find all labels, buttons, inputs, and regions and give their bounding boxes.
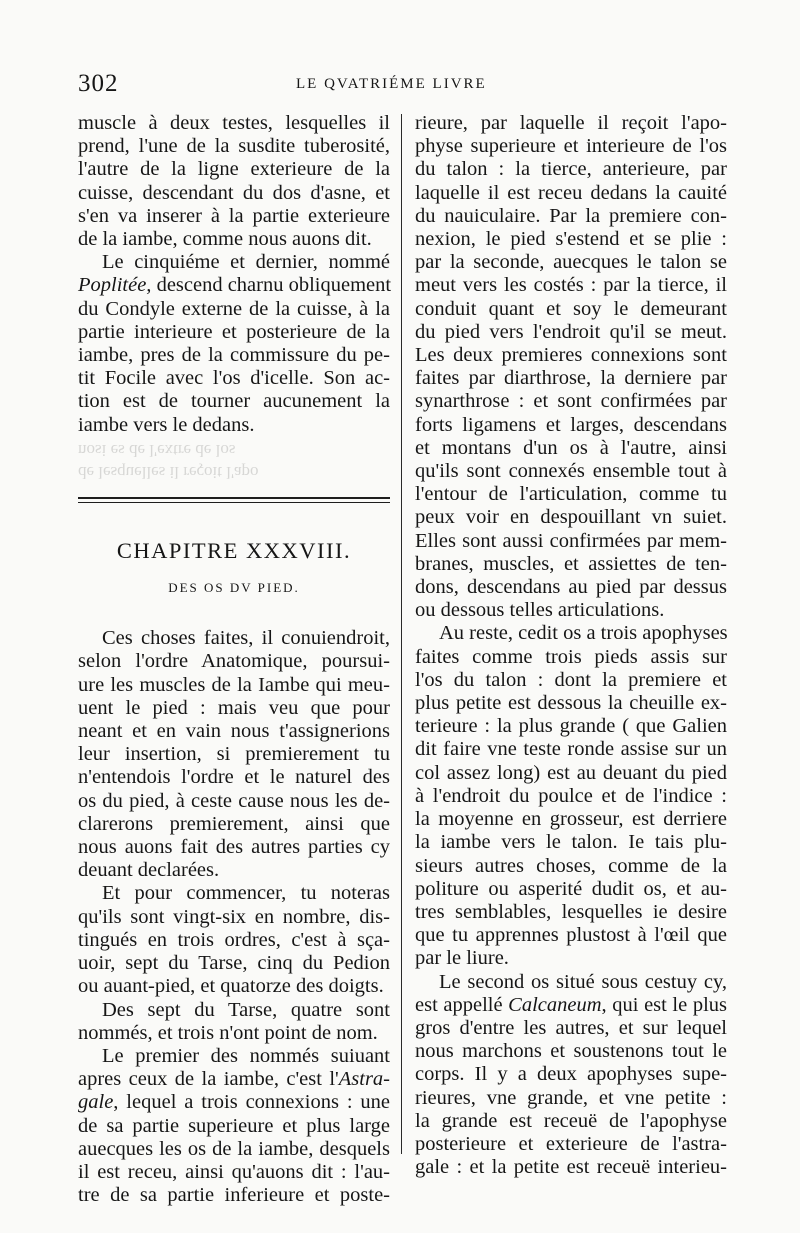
- text-line: apres ceux de la iambe, c'est l'Astra-: [78, 1068, 390, 1091]
- text-line: gros d'entre les autres, et sur lequel: [415, 1016, 727, 1039]
- text-line: rieures, vne grande, et vne petite :: [415, 1086, 727, 1109]
- text-line: Le second os situé sous cestuy cy,: [439, 970, 727, 993]
- paragraph: [78, 1045, 390, 1207]
- text-line: partie interieure et posterieure de la: [78, 320, 390, 343]
- text-line: tion est de tourner aucunement la: [78, 390, 390, 413]
- text-line: tre de sa partie inferieure et poste-: [78, 1184, 390, 1207]
- text-line: qu'ils sont vingt-six en nombre, dis-: [78, 905, 390, 928]
- text-line: iambe vers le dedans.: [78, 413, 255, 436]
- italic-term: gale: [78, 1091, 114, 1114]
- text-line: cuisse, descendant du dos d'asne, et: [78, 181, 390, 204]
- text-line: la moyenne en grosseur, est derriere: [415, 808, 727, 831]
- paragraph: [415, 971, 727, 1180]
- text-line: il est receu, ainsi qu'auons dit : l'au-: [78, 1160, 390, 1183]
- text-line: l'entour de l'articulation, comme tu: [415, 483, 727, 506]
- text-line: tit Focile avec l'os d'icelle. Son ac-: [78, 367, 390, 390]
- text-line: uent le pied : mais veu que pour: [78, 696, 390, 719]
- text-line: du talon : la tierce, anterieure, par: [415, 158, 727, 181]
- text-line: Le premier des nommés suiuant: [102, 1044, 390, 1067]
- text-line: tres semblables, lesquelles ie desire: [415, 900, 727, 923]
- chapter-title: CHAPITRE XXXVIII.: [116, 537, 352, 563]
- text-line: n'entendois l'ordre et le naturel des: [78, 766, 390, 789]
- text-line: dit faire vne teste ronde assise sur un: [415, 738, 727, 761]
- text-line: l'os du talon : dont la premiere et: [415, 668, 727, 691]
- text-line: muscle à deux testes, lesquelles il: [78, 112, 390, 134]
- text-line: est appellé Calcaneum, qui est le plus: [415, 993, 728, 1016]
- text-line: selon l'ordre Anatomique, poursui-: [78, 650, 390, 673]
- text-line: conduit quant et soy le demeurant: [415, 297, 727, 320]
- text-line: politure ou asperité dudit os, et au-: [415, 877, 727, 900]
- text-line: plus petite est dessous la cheuille ex-: [415, 692, 727, 715]
- text-line: nous marchons et soustenons tout le: [415, 1040, 727, 1063]
- text-line: sieurs autres choses, comme de la: [415, 854, 727, 877]
- paragraph: [78, 882, 390, 998]
- text-line: os du pied, à ceste cause nous les de-: [78, 789, 390, 812]
- text-line: uoir, sept du Tarse, cinq du Pedion: [78, 952, 390, 975]
- text-line: par le liure.: [415, 947, 509, 970]
- paragraph: [78, 999, 390, 1045]
- text-line: nexion, le pied s'estend et se plie :: [415, 228, 727, 251]
- text-line: du nauiculaire. Par la premiere con-: [415, 204, 727, 227]
- text-line: col assez long) est au deuant du pied: [415, 761, 727, 784]
- text-line: faites comme trois pieds assis sur: [415, 645, 727, 668]
- show-through-text: de lesquelles il reçoit l'apo nosi es de l'extre de los: [78, 440, 259, 482]
- text-line: corps. Il y a deux apophyses supe-: [415, 1063, 727, 1086]
- text-line: s'en va inserer à la partie exterieure: [78, 204, 390, 227]
- paragraph: [415, 112, 727, 622]
- paragraph: [78, 112, 390, 251]
- text-line: prend, l'une de la susdite tuberosité,: [78, 135, 390, 158]
- text-line: la grande est receuë de l'apophyse: [415, 1109, 727, 1132]
- text-line: nous auons fait des autres parties cy: [78, 836, 390, 859]
- text-line: Ces choses faites, il conuiendroit,: [102, 627, 390, 650]
- left-column: [78, 112, 390, 1207]
- text-line: l'autre de la ligne exterieure de la: [78, 158, 390, 181]
- text-line: que tu apprennes plustost à l'œil que: [415, 924, 727, 947]
- text-line: gale, lequel a trois connexions : une: [78, 1091, 390, 1114]
- text-line: nommés, et trois n'ont point de nom.: [78, 1021, 378, 1044]
- text-line: leur insertion, si premierement tu: [78, 743, 390, 766]
- chapter-separator-rule: [78, 491, 390, 513]
- text-line: Et pour commencer, tu noteras: [102, 882, 390, 905]
- text-line: qu'ils sont connexés ensemble tout à: [415, 460, 727, 483]
- text-line: la iambe vers le talon. Ie tais plu-: [415, 831, 727, 854]
- running-head: LE QVATRIÉME LIVRE: [296, 76, 487, 92]
- text-line: deuant declarées.: [78, 859, 220, 882]
- page-header: [78, 70, 718, 106]
- text-line: de la iambe, comme nous auons dit.: [78, 228, 372, 251]
- italic-term: Calcaneum: [508, 993, 602, 1016]
- text-line: terieure : la plus grande ( que Galien: [415, 715, 727, 738]
- text-line: faites par diarthrose, la derniere par: [415, 367, 727, 390]
- text-line: forts ligamens et larges, descendans: [415, 413, 727, 436]
- text-line: laquelle il est receu dedans la cauité: [415, 181, 727, 204]
- paragraph: [415, 622, 727, 970]
- paragraph: [78, 627, 390, 882]
- right-column: [415, 112, 727, 1179]
- text-line: dons, descendans au pied par dessus: [415, 576, 727, 599]
- text-line: clarerons premierement, ainsi que: [78, 812, 390, 835]
- text-line: Les deux premieres connexions sont: [415, 344, 727, 367]
- text-line: de sa partie superieure et plus large: [78, 1114, 390, 1137]
- text-line: ou dessous telles articulations.: [415, 599, 665, 622]
- text-line: meut vers les costés : par la tierce, il: [415, 274, 727, 297]
- text-line: ou auant-pied, et quatorze des doigts.: [78, 975, 384, 998]
- text-line: physe superieure et interieure de l'os: [415, 135, 727, 158]
- text-line: iambe, pres de la commissure du pe-: [78, 344, 390, 367]
- text-line: du pied vers l'endroit qu'il se meut.: [415, 320, 727, 343]
- text-line: synarthrose : et sont confirmées par: [415, 390, 727, 413]
- text-line: neant et en vain nous t'assignerions: [78, 720, 390, 743]
- text-line: ure les muscles de la Iambe qui meu-: [78, 673, 390, 696]
- text-line: Elles sont aussi confirmées par mem-: [415, 529, 727, 552]
- italic-term: Poplitée,: [78, 274, 152, 297]
- text-line: auecques les os de la iambe, desquels: [78, 1137, 390, 1160]
- text-line: rieure, par laquelle il reçoit l'apo-: [415, 112, 727, 134]
- text-line: posterieure et exterieure de l'astra-: [415, 1132, 727, 1155]
- paragraph: [78, 251, 390, 437]
- text-line: Des sept du Tarse, quatre sont: [102, 998, 390, 1021]
- text-line: à l'endroit du poulce et de l'indice :: [415, 784, 727, 807]
- page-number: 302: [78, 70, 119, 97]
- column-divider: [401, 114, 402, 1154]
- text-line: gale : et la petite est receuë interieu-: [415, 1156, 727, 1179]
- text-line: branes, muscles, et assiettes de ten-: [415, 552, 727, 575]
- chapter-subtitle: DES OS DV PIED.: [168, 580, 300, 596]
- text-line: Le cinquiéme et dernier, nommé: [102, 251, 390, 274]
- text-line: tingués en trois ordres, c'est à sça-: [78, 928, 390, 951]
- text-line: Au reste, cedit os a trois apophyses: [439, 622, 728, 645]
- text-line: et montans d'un os à l'autre, ainsi: [415, 436, 727, 459]
- text-line: peux voir en despouillant vn suiet.: [415, 506, 727, 529]
- text-line: par la seconde, auecques le talon se: [415, 251, 727, 274]
- text-line: Poplitée, descend charnu obliquement: [78, 274, 392, 297]
- italic-term: Astra-: [338, 1068, 390, 1091]
- text-line: du Condyle externe de la cuisse, à la: [78, 297, 390, 320]
